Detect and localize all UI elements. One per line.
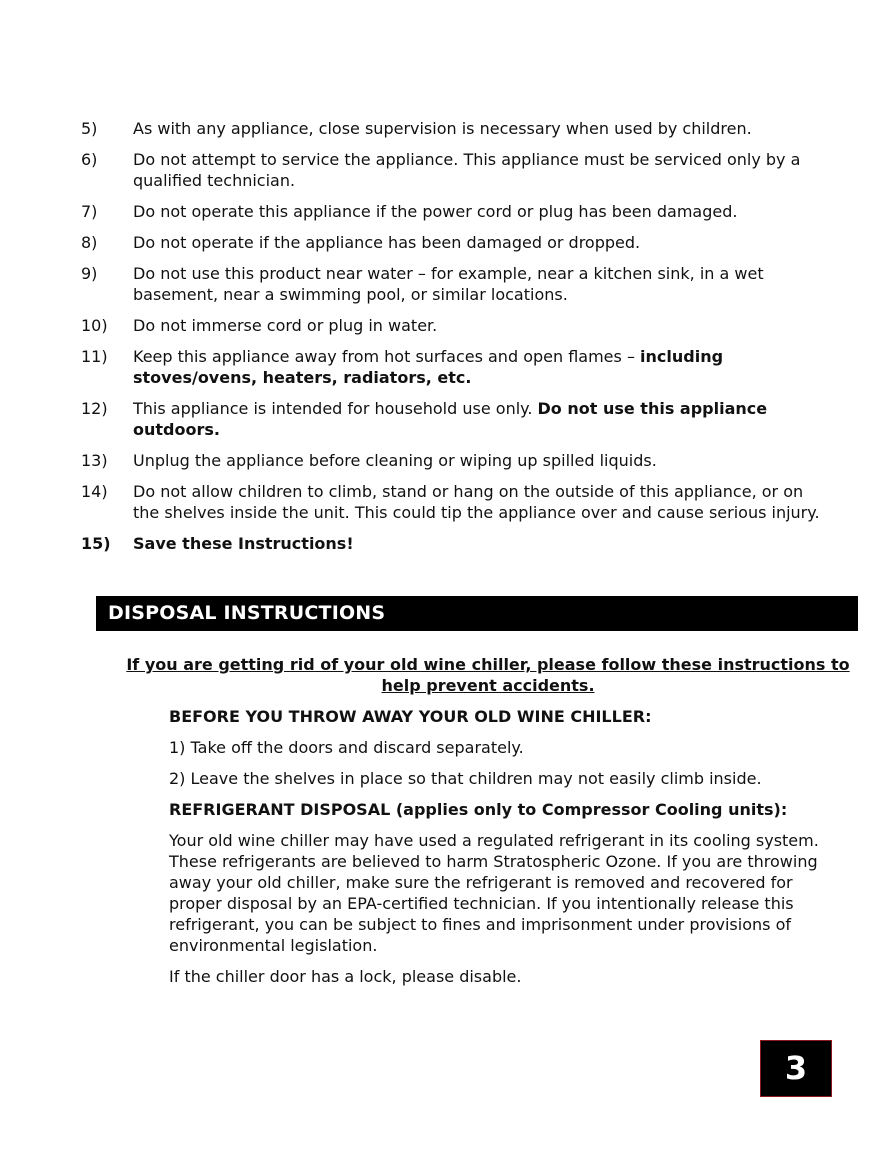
- item-number: 13): [81, 451, 108, 470]
- item-emphasis: Do not use this appliance outdoors.: [133, 399, 768, 439]
- item-number: 11): [81, 347, 108, 366]
- item-number: 7): [81, 202, 98, 221]
- list-item: [81, 149, 821, 191]
- item-text: This appliance is intended for household use only. Do not use this appliance outdoors.: [133, 399, 768, 439]
- disposal-step: 2) Leave the shelves in place so that children may not easily climb inside.: [169, 769, 762, 788]
- list-item: [81, 533, 821, 554]
- item-text: Do not use this product near water – for example, near a kitchen sink, in a wet basement, near a swimming pool, or similar locations.: [133, 264, 764, 304]
- item-number: 9): [81, 264, 98, 283]
- list-item: [81, 450, 821, 471]
- page-number: 3: [784, 1049, 808, 1087]
- item-number: 12): [81, 399, 108, 418]
- item-text: Do not allow children to climb, stand or hang on the outside of this appliance, or on the shelves inside the unit. This could tip the appliance over and cause serious injury.: [133, 482, 820, 522]
- list-item: [81, 481, 821, 523]
- page-number-badge: [761, 1041, 831, 1096]
- item-number: 5): [81, 119, 98, 138]
- refrigerant-paragraph: Your old wine chiller may have used a regulated refrigerant in its cooling system. These refrigerants are believed to harm Stratospheric Ozone. If you are throwing away your old chiller, make sure the refrigerant is removed and recovered for proper disposal by an EPA-certified technician. If you intentionally release this refrigerant, you can be subject to fines and imprisonment under provisions of environmental legislation.: [169, 831, 819, 955]
- disposal-instructions: [169, 706, 829, 997]
- list-item: [81, 232, 821, 253]
- disposal-intro: If you are getting rid of your old wine chiller, please follow these instructions to help prevent accidents.: [126, 655, 850, 695]
- item-number: 6): [81, 150, 98, 169]
- item-text: Keep this appliance away from hot surfaces and open flames – including stoves/ovens, heaters, radiators, etc.: [133, 347, 724, 387]
- item-text: Do not operate if the appliance has been damaged or dropped.: [133, 233, 641, 252]
- section-title: DISPOSAL INSTRUCTIONS: [108, 602, 386, 624]
- item-text: Save these Instructions!: [133, 534, 354, 553]
- item-number: 10): [81, 316, 108, 335]
- item-text: Unplug the appliance before cleaning or wiping up spilled liquids.: [133, 451, 657, 470]
- list-item: [81, 315, 821, 336]
- list-item: [81, 263, 821, 305]
- lock-note: If the chiller door has a lock, please disable.: [169, 967, 522, 986]
- item-text: Do not attempt to service the appliance. This appliance must be serviced only by a qualified technician.: [133, 150, 801, 190]
- item-number: 15): [81, 534, 111, 553]
- item-number: 8): [81, 233, 98, 252]
- list-item: [81, 118, 821, 139]
- list-item: [81, 346, 821, 388]
- list-item: [81, 398, 821, 440]
- item-text: Do not operate this appliance if the power cord or plug has been damaged.: [133, 202, 738, 221]
- item-text: As with any appliance, close supervision is necessary when used by children.: [133, 119, 752, 138]
- safety-instructions-list: [81, 118, 821, 564]
- item-number: 14): [81, 482, 108, 501]
- disposal-section-header: [96, 596, 858, 631]
- list-item: [81, 201, 821, 222]
- item-text: Do not immerse cord or plug in water.: [133, 316, 438, 335]
- disposal-step: 1) Take off the doors and discard separately.: [169, 738, 524, 757]
- before-throw-away-heading: BEFORE YOU THROW AWAY YOUR OLD WINE CHILLER:: [169, 707, 652, 726]
- item-emphasis: including stoves/ovens, heaters, radiators, etc.: [133, 347, 724, 387]
- refrigerant-disposal-heading: REFRIGERANT DISPOSAL (applies only to Compressor Cooling units):: [169, 800, 788, 819]
